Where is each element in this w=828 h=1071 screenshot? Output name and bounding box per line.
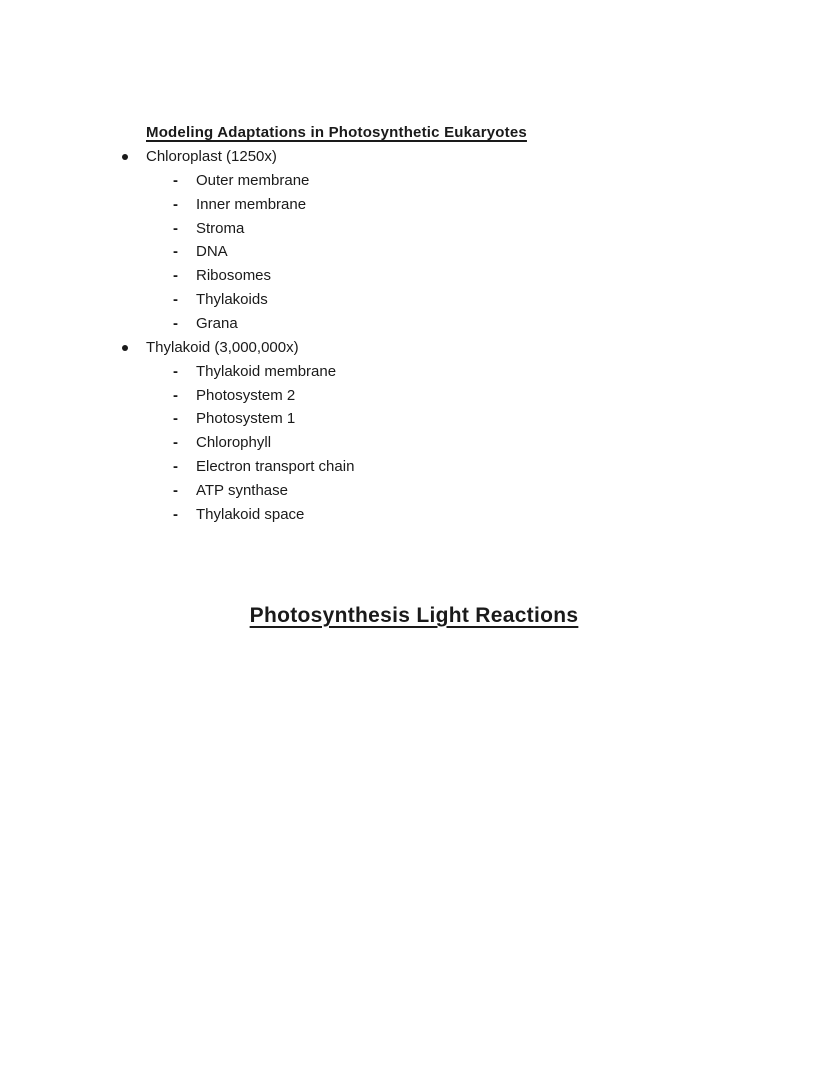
list-item-label: Photosystem 2 <box>196 386 296 404</box>
list-item-label: Thylakoids <box>196 291 268 309</box>
list-item-label: Chloroplast (1250x) <box>146 148 277 165</box>
dash-icon: - <box>173 195 178 213</box>
section-heading-row <box>0 120 828 145</box>
list-item-label: Ribosomes <box>196 267 272 285</box>
dash-icon: - <box>173 171 178 189</box>
dash-icon: - <box>173 434 178 452</box>
list-item-l2 <box>0 384 828 408</box>
list-item-l2 <box>0 169 828 193</box>
list-item-l2 <box>0 360 828 384</box>
dash-icon: - <box>173 267 178 285</box>
dash-icon: - <box>173 482 178 500</box>
dash-icon: - <box>173 315 178 333</box>
list-item-label: Stroma <box>196 219 245 237</box>
list-item-label: Photosystem 1 <box>196 410 296 428</box>
list-item-l1 <box>0 145 828 169</box>
list-item-l2 <box>0 264 828 288</box>
dash-icon: - <box>173 386 178 404</box>
page-title: Photosynthesis Light Reactions <box>249 603 579 627</box>
page-title-row <box>0 599 828 632</box>
list-item-label: Grana <box>196 315 238 333</box>
list-item-label: Electron transport chain <box>196 458 355 476</box>
list-item-label: Outer membrane <box>196 171 310 189</box>
list-item-label: ATP synthase <box>196 482 288 500</box>
list-item-label: Thylakoid (3,000,000x) <box>146 338 299 356</box>
list-item-l2 <box>0 217 828 241</box>
list-item-l2 <box>0 240 828 264</box>
list-item-l2 <box>0 455 828 479</box>
list-item-l2 <box>0 503 828 527</box>
dash-icon: - <box>173 458 178 476</box>
dash-icon: - <box>173 362 178 380</box>
section-heading: Modeling Adaptations in Photosynthetic Eukaryotes <box>146 124 527 141</box>
list-item-l2 <box>0 407 828 431</box>
dash-icon: - <box>173 243 178 261</box>
list-item-label: Thylakoid membrane <box>196 362 337 380</box>
dash-icon: - <box>173 410 178 428</box>
list-item-label: Inner membrane <box>196 195 307 213</box>
bullet-icon <box>122 154 128 160</box>
list-item-label: Chlorophyll <box>196 434 272 452</box>
list-item-l2 <box>0 312 828 336</box>
list-item-label: Thylakoid space <box>196 505 305 523</box>
dash-icon: - <box>173 505 178 523</box>
dash-icon: - <box>173 219 178 237</box>
dash-icon: - <box>173 291 178 309</box>
list-item-l2 <box>0 479 828 503</box>
list-item-l2 <box>0 288 828 312</box>
list-item-l1 <box>0 336 828 360</box>
list-item-l2 <box>0 431 828 455</box>
bullet-icon <box>122 345 128 351</box>
list-item-l2 <box>0 193 828 217</box>
list-item-label: DNA <box>196 243 228 261</box>
document-content <box>0 120 828 632</box>
